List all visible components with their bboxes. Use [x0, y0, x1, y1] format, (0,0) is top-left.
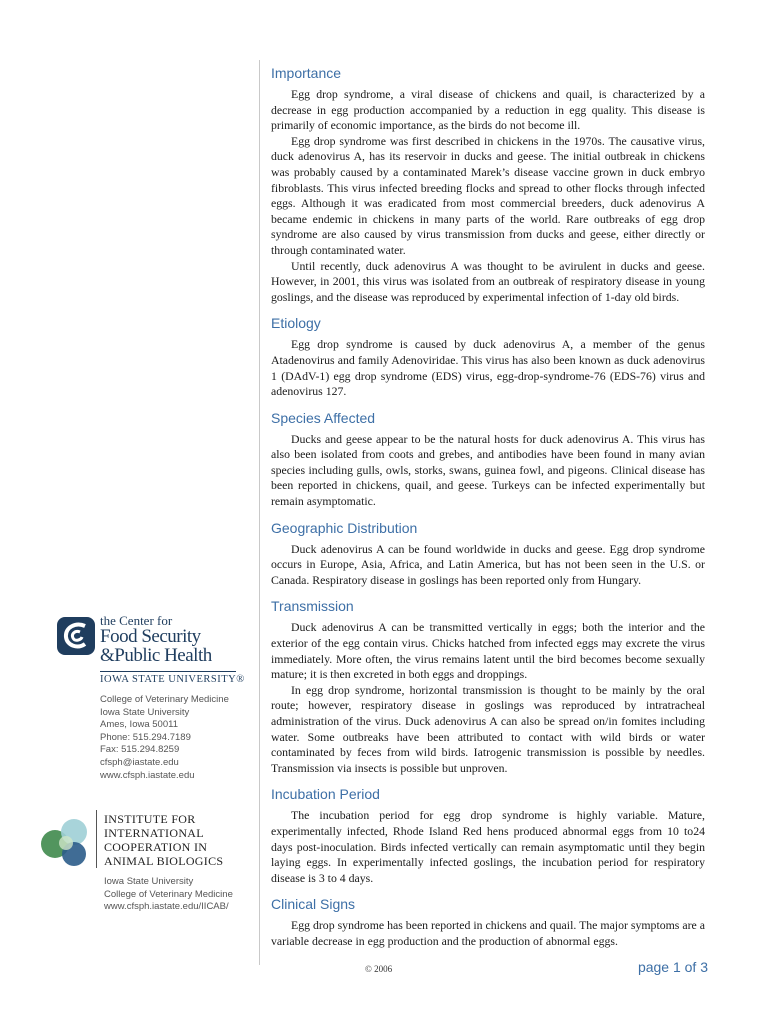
- contact-line: Ames, Iowa 50011: [100, 719, 178, 731]
- section-incubation-period: [271, 785, 705, 886]
- cfsph-logo: [56, 614, 246, 784]
- iicab-logo: [38, 808, 248, 928]
- section-heading: Incubation Period: [271, 786, 380, 803]
- contact-line: Iowa State University: [100, 706, 190, 718]
- contact-line: Fax: 515.294.8259: [100, 744, 180, 756]
- section-importance: [271, 64, 705, 305]
- iicab-name-line: ANIMAL BIOLOGICS: [104, 854, 224, 868]
- cfsph-name: [100, 614, 212, 665]
- paragraph: Duck adenovirus A can be transmitted vertically in eggs; both the interior and the exterior of the egg contain virus. Chicks hatched from infected eggs may excrete the virus immediately. More often, the virus remains latent until the bird becomes become sexually mature; it is then excreted in both eggs and droppings.: [271, 620, 705, 682]
- paragraph: Egg drop syndrome, a viral disease of chickens and quail, is characterized by a decrease in egg production accompanied by a reduction in egg quality. This disease is primarily of economic importance, as the birds do not become ill.: [271, 87, 705, 133]
- section-heading: Etiology: [271, 315, 321, 332]
- section-clinical-signs: [271, 895, 705, 949]
- paragraph: Egg drop syndrome has been reported in chickens and quail. The major symptoms are a variable decrease in egg production and the production of abnormal eggs.: [271, 918, 705, 948]
- paragraph: Ducks and geese appear to be the natural hosts for duck adenovirus A. This virus has also been isolated from coots and grebes, and antibodies have been found in many avian species including gulls, owls, storks, swans, guinea fowl, and pigeons. Clinical disease has been reported in chickens, quail, and geese. Turkeys can be infected experimentally but remain asymptomatic.: [271, 431, 705, 509]
- sidebar: [0, 0, 252, 1024]
- iicab-name-line: INTERNATIONAL: [104, 826, 204, 840]
- university-name: IOWA STATE UNIVERSITY®: [100, 674, 245, 685]
- paragraph: Duck adenovirus A can be found worldwide in ducks and geese. Egg drop syndrome occurs in Europe, Asia, Africa, and Latin America, but has not been seen in the U.S. or Canada. Respiratory disease in goslings has been reported only from Hungary.: [271, 541, 705, 587]
- contact-line: College of Veterinary Medicine: [104, 888, 233, 900]
- section-heading: Clinical Signs: [271, 896, 356, 913]
- page-number: page 1 of 3: [637, 959, 708, 975]
- paragraph: In egg drop syndrome, horizontal transmission is thought to be mainly by the oral route; however, respiratory disease in goslings was reproduced by intratracheal administration of the virus. Duck adenovirus A can also be spread on/in fomites including water. Some outbreaks have been attributed to contact with wild birds or water contaminated by feces from wild birds. Iatrogenic transmission is possible by needles. Transmission via insects is possible but unproven.: [271, 682, 705, 775]
- iicab-name-line: INSTITUTE FOR: [104, 812, 196, 826]
- cfsph-name-line: Food Security: [100, 626, 201, 647]
- contact-line: Iowa State University: [104, 876, 194, 887]
- section-etiology: [271, 314, 705, 399]
- contact-website[interactable]: www.cfsph.iastate.edu: [100, 769, 195, 781]
- section-heading: Transmission: [271, 598, 354, 615]
- section-heading: Importance: [271, 65, 342, 81]
- iicab-name: [104, 812, 223, 868]
- contact-line: College of Veterinary Medicine: [100, 694, 229, 705]
- iicab-circles-icon: [38, 814, 94, 870]
- section-geographic-distribution: [271, 519, 705, 589]
- paragraph: The incubation period for egg drop syndrome is highly variable. Mature, experimentally infected, Rhode Island Red hens produced abnormal eggs from 10 to24 days post-inoculation. Birds infected vertically can remain asymptomatic until they begin laying eggs. In experimentally infected goslings, the incubation period for respiratory disease is 3 to 4 days.: [271, 808, 705, 885]
- cfsph-emblem-icon: [56, 616, 96, 656]
- copyright: © 2006: [365, 964, 393, 974]
- paragraph: Egg drop syndrome is caused by duck adenovirus A, a member of the genus Atadenovirus and family Adenoviridae. This virus has also been known as duck adenovirus 1 (DAdV-1) egg drop syndrome (EDS) virus, egg-drop-syndrome-76 (EDS-76) virus and adenovirus 127.: [271, 337, 705, 399]
- section-species-affected: [271, 409, 705, 510]
- contact-website[interactable]: www.cfsph.iastate.edu/IICAB/: [104, 901, 229, 913]
- logo-divider: [96, 810, 97, 868]
- paragraph: Egg drop syndrome was first described in chickens in the 1970s. The causative virus, duck adenovirus A, has its reservoir in ducks and geese. The initial outbreak in chickens was probably caused by a contaminated Marek’s disease vaccine grown in duck embryo fibroblasts. This virus infected breeding flocks and spread to other flocks through infected eggs. Although it was eradicated from most commercial breeders, duck adenovirus A became endemic in chickens in many parts of the world. Rare outbreaks of egg drop syndrome are also caused by virus transmission from ducks and geese, either directly or through contaminated water.: [271, 133, 705, 257]
- logo-divider: [100, 671, 236, 672]
- main-content: [271, 64, 705, 959]
- paragraph: Until recently, duck adenovirus A was thought to be avirulent in ducks and geese. However, in 2001, this virus was isolated from an outbreak of respiratory disease in young goslings, and the disease was reproduced by experimental infection of 1-day old birds.: [271, 258, 705, 304]
- section-transmission: [271, 597, 705, 776]
- contact-line: Phone: 515.294.7189: [100, 731, 191, 743]
- section-heading: Species Affected: [271, 409, 376, 426]
- iicab-contact: [104, 876, 233, 914]
- column-divider: [259, 60, 260, 965]
- cfsph-name-line: the Center for: [100, 613, 173, 628]
- contact-email[interactable]: cfsph@iastate.edu: [100, 756, 179, 768]
- cfsph-name-line: &Public Health: [100, 645, 212, 666]
- cfsph-contact: [100, 694, 229, 782]
- iicab-name-line: COOPERATION IN: [104, 840, 208, 854]
- section-heading: Geographic Distribution: [271, 519, 418, 536]
